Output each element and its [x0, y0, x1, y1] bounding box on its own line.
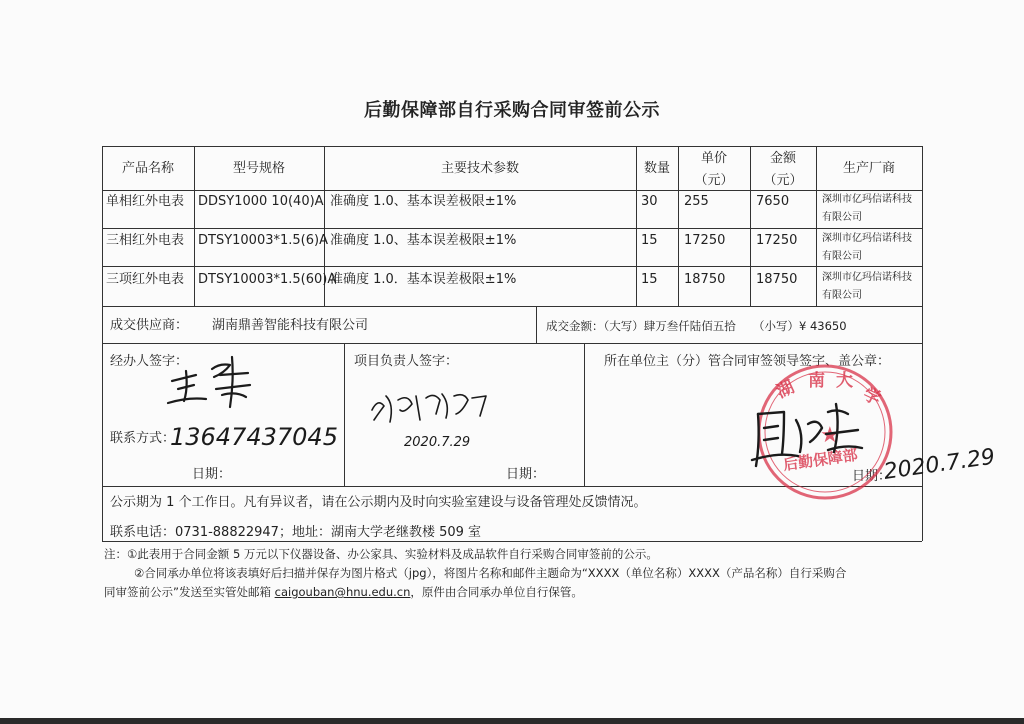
- row-params: 准确度 1.0、基本误差极限±1%: [330, 233, 517, 248]
- header-model: 型号规格: [232, 161, 285, 176]
- svg-text:2020.7.29: 2020.7.29: [404, 435, 471, 450]
- scan-edge: [0, 718, 1024, 724]
- svg-text:大: 大: [836, 371, 853, 391]
- row-unit-price: 18750: [684, 272, 726, 287]
- unit-leader-date-handwritten: [880, 440, 1000, 490]
- row-model: DDSY1000 10(40)A: [198, 194, 324, 209]
- row-maker-suffix: 有限公司: [822, 251, 862, 262]
- date-label: 日期：: [506, 467, 546, 482]
- contact-info: 联系电话：0731-88822947；地址：湖南大学老继教楼 509 室: [110, 525, 482, 540]
- handler-signature-icon: [150, 345, 270, 415]
- note-line-3: [104, 583, 583, 601]
- seal-text-top: [780, 380, 784, 397]
- header-amount: 金额: [769, 151, 796, 166]
- handler-label: 经办人签字：: [110, 354, 189, 369]
- header-unit-price: 单价: [700, 151, 727, 166]
- project-lead-signature: [400, 400, 403, 417]
- row-params: 准确度 1.0．基本误差极限±1%: [330, 272, 517, 287]
- header-amount-unit: （元）: [763, 173, 803, 188]
- row-product: 三相红外电表: [106, 233, 185, 248]
- row-unit-price: 17250: [684, 233, 726, 248]
- row-params: 准确度 1.0、基本误差极限±1%: [330, 194, 517, 209]
- date-label: 日期：: [852, 469, 892, 484]
- deal-amount: 成交金额：（大写）肆万叁仟陆佰五拾 （小写）¥ 43650: [546, 319, 847, 333]
- header-qty: 数量: [643, 161, 670, 176]
- svg-text:2020.7.29: 2020.7.29: [882, 444, 997, 485]
- note-line-3-end: ，原件由合同承办单位自行保管。: [410, 585, 583, 599]
- svg-text:南: 南: [808, 371, 825, 391]
- svg-text:13647437045: 13647437045: [170, 423, 338, 451]
- row-product: 三项红外电表: [106, 272, 185, 287]
- unit-leader-signature: [800, 430, 803, 447]
- row-model: DTSY10003*1.5(6)A: [198, 233, 328, 248]
- handler-signature: [198, 380, 200, 397]
- row-amount: 7650: [756, 194, 790, 209]
- row-unit-price: 255: [684, 194, 709, 209]
- svg-text:湖: 湖: [773, 377, 798, 403]
- handler-phone-handwritten: [168, 415, 338, 455]
- note-line-3-start: 同审签前公示”发送至实管处邮箱: [104, 585, 275, 599]
- page-title: 后勤保障部自行采购合同审签前公示: [364, 100, 660, 121]
- row-maker: 深圳市亿玛信诺科技: [822, 272, 912, 283]
- project-lead-signature-icon: [368, 384, 508, 454]
- svg-text:学: 学: [859, 384, 884, 410]
- row-amount: 18750: [756, 272, 798, 287]
- note-line-1: 注：①此表用于合同金额 5 万元以下仪器设备、办公家具、实验材料及成品软件自行采购合同审签前的公示。: [104, 547, 658, 561]
- row-product: 单相红外电表: [106, 194, 185, 209]
- supplier-label: 成交供应商：: [110, 318, 189, 333]
- seal-text-bottom: [780, 470, 785, 487]
- row-maker: 深圳市亿玛信诺科技: [822, 194, 912, 205]
- svg-text:★: ★: [820, 423, 840, 448]
- row-maker: 深圳市亿玛信诺科技: [822, 233, 912, 244]
- date-label: 日期：: [192, 467, 232, 482]
- header-product: 产品名称: [121, 161, 174, 176]
- unit-leader-label: 所在单位主（分）管合同审签领导签字、盖公章：: [604, 354, 891, 369]
- unit-leader-signature-icon: [748, 394, 878, 476]
- header-params: 主要技术参数: [440, 161, 519, 176]
- header-unit-price-unit: （元）: [694, 173, 734, 188]
- row-qty: 15: [641, 233, 658, 248]
- note-line-2: ②合同承办单位将该表填好后扫描并保存为图片格式（jpg），将图片名称和邮件主题命为“XXXX（单位名称）XXXX（产品名称）自行采购合: [134, 566, 847, 580]
- row-model: DTSY10003*1.5(60)A: [198, 272, 337, 287]
- notice-text: 公示期为 1 个工作日。凡有异议者，请在公示期内及时向实验室建设与设备管理处反馈情况。: [110, 495, 647, 510]
- email-link[interactable]: caigouban@hnu.edu.cn: [274, 585, 411, 599]
- contact-label: 联系方式：: [110, 431, 176, 446]
- row-qty: 15: [641, 272, 658, 287]
- svg-text:后勤保障部: 后勤保障部: [782, 445, 859, 474]
- header-maker: 生产厂商: [842, 161, 895, 176]
- project-lead-label: 项目负责人签字：: [354, 354, 459, 369]
- row-maker-suffix: 有限公司: [822, 290, 862, 301]
- supplier-name: 湖南鼎善智能科技有限公司: [212, 318, 369, 333]
- row-maker-suffix: 有限公司: [822, 212, 862, 223]
- row-qty: 30: [641, 194, 658, 209]
- row-amount: 17250: [756, 233, 798, 248]
